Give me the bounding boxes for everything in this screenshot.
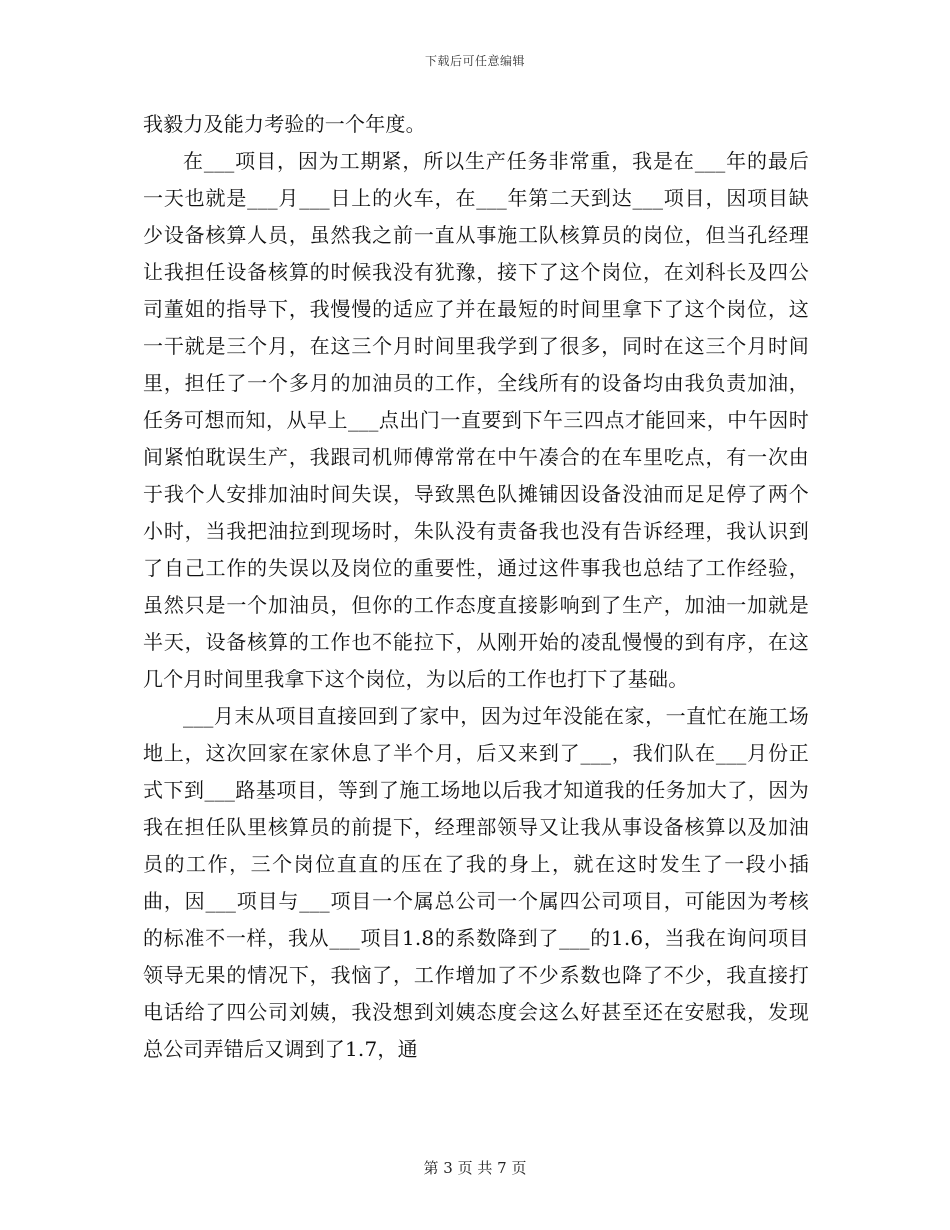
paragraph-1: 我毅力及能力考验的一个年度。 (143, 112, 426, 136)
document-body (143, 106, 809, 1068)
paragraph-3: ___月末从项目直接回到了家中，因为过年没能在家，一直忙在施工场地上，这次回家在家休息了半个月，后又来到了___，我们队在___月份正式下到___路基项目，等到了施工场地以后我才知道我的任务加大了，因为我在担任队里核算员的前提下，经理部领导又让我从事设备核算以及加油员的工作，三个岗位直直的压在了我的身上，就在这时发生了一段小插曲，因___项目与___项目一个属总公司一个属四公司项目，可能因为考核的标准不一样，我从___项目1.8的系数降到了___的1.6，当我在询问项目领导无果的情况下，我恼了，工作增加了不少系数也降了不少，我直接打电话给了四公司刘姨，我没想到刘姨态度会这么好甚至还在安慰我，发现总公司弄错后又调到了1.7，通 (143, 704, 809, 1061)
page-number: 第 3 页 共 7 页 (423, 1159, 527, 1177)
page-header: 下载后可任意编辑 (424, 54, 525, 68)
paragraph-2: 在___项目，因为工期紧，所以生产任务非常重，我是在___年的最后一天也就是___月___日上的火车，在___年第二天到达___项目，因项目缺少设备核算人员，虽然我之前一直从事施工队核算员的岗位，但当孔经理让我担任设备核算的时候我没有犹豫，接下了这个岗位，在刘科长及四公司董姐的指导下，我慢慢的适应了并在最短的时间里拿下了这个岗位，这一干就是三个月，在这三个月时间里我学到了很多，同时在这三个月时间里，担任了一个多月的加油员的工作，全线所有的设备均由我负责加油，任务可想而知，从早上___点出门一直要到下午三四点才能回来，中午因时间紧怕耽误生产，我跟司机师傅常常在中午凑合的在车里吃点，有一次由于我个人安排加油时间失误，导致黑色队摊铺因设备没油而足足停了两个小时，当我把油拉到现场时，朱队没有责备我也没有告诉经理，我认识到了自己工作的失误以及岗位的重要性，通过这件事我也总结了工作经验，虽然只是一个加油员，但你的工作态度直接影响到了生产，加油一加就是半天，设备核算的工作也不能拉下，从刚开始的凌乱慢慢的到有序，在这几个月时间里我拿下这个岗位，为以后的工作也打下了基础。 (143, 149, 809, 691)
